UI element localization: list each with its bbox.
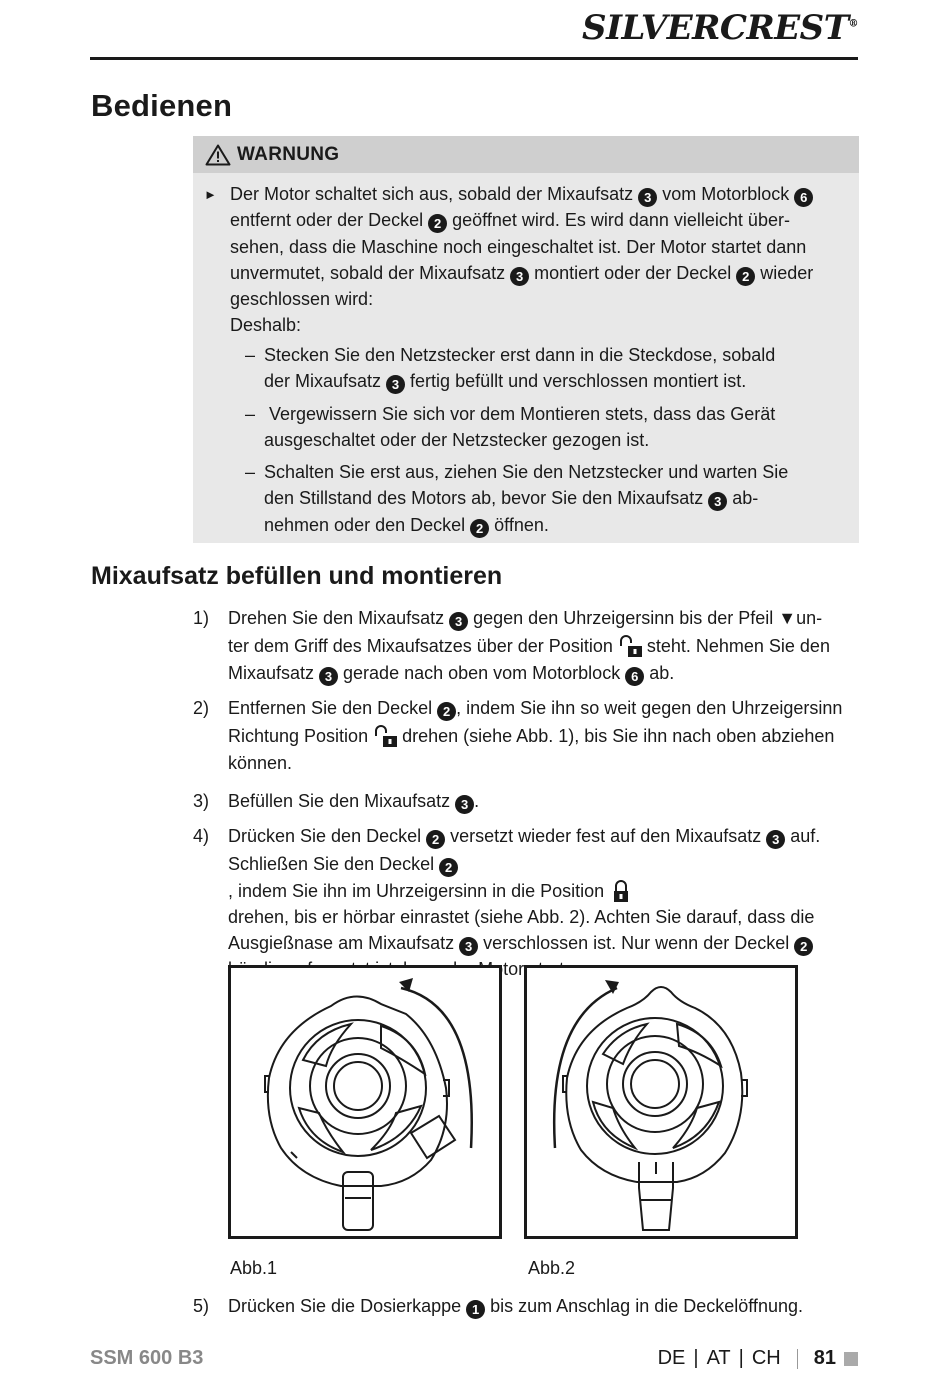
figure-abb1 [228,965,502,1239]
text-run: unvermutet, sobald der Mixaufsatz [230,262,511,283]
text-run: Entfernen Sie den Deckel [228,698,438,718]
part-number-badge: 2 [428,214,447,233]
country-separator: | [738,1347,744,1369]
lock-open-icon [373,724,397,748]
text-line [264,459,805,485]
part-number-badge: 3 [510,267,529,286]
step-text [228,823,859,983]
text-line [230,286,850,312]
text-run: Mixaufsatz [228,662,320,683]
part-number-badge: 3 [459,937,478,956]
text-run: Vergewissern Sie sich vor dem Montieren stets, dass das Gerät [264,403,776,424]
page-number: 81 [813,1347,836,1369]
text-run: ab- [727,488,759,509]
dash-list-item [245,459,805,538]
text-run: drehen (siehe Abb. 1), bis Sie ihn nach oben abziehen [397,726,835,747]
text-line [264,485,805,511]
text-run: gegen den Uhrzeigersinn bis der Pfeil ▼un- [468,608,823,628]
text-run: öffnen. [489,514,549,535]
step-number: 2) [193,698,210,718]
text-run: Schließen Sie den Deckel [228,854,440,875]
text-line [230,312,850,338]
text-line [230,207,850,233]
warning-triangle-icon [205,144,231,166]
text-run: steht. Nehmen Sie den [641,636,830,657]
text-line [264,401,805,427]
text-run: Drehen Sie den Mixaufsatz [228,608,450,628]
warning-box [193,136,859,543]
part-number-badge: 1 [466,1300,485,1319]
text-run: versetzt wieder fest auf den Mixaufsatz [445,826,767,846]
text-run: montiert oder der Deckel [529,262,737,283]
text-run: Deshalb: [230,315,302,336]
part-number-badge: 2 [426,830,445,849]
warning-paragraph [230,181,850,339]
step-number: 1) [193,608,210,628]
step-text [228,1293,859,1319]
step-number: 5) [193,1296,210,1316]
text-run: , indem Sie ihn so weit gegen den Uhrzeigersinn [456,698,843,718]
text-run: verschlossen ist. Nur wenn der Deckel [478,933,795,954]
text-line [228,904,859,930]
blender-lid-open-illustration [231,968,499,1236]
text-run: drehen, bis er hörbar einrastet (siehe Abb. 2). Achten Sie darauf, dass die [228,906,815,927]
blender-lid-closed-illustration [527,968,795,1236]
text-line [264,512,805,538]
text-line [264,342,805,368]
text-run: Befüllen Sie den Mixaufsatz [228,791,456,811]
text-run: Schalten Sie erst aus, ziehen Sie den Netzstecker und warten Sie [264,462,789,483]
part-number-badge: 6 [794,188,813,207]
text-line [264,368,805,394]
part-number-badge: 3 [386,375,405,394]
part-number-badge: 3 [638,188,657,207]
text-run: Der Motor schaltet sich aus, sobald der Mixaufsatz [230,184,639,204]
dash-list-item [245,342,805,395]
text-line [228,605,859,631]
text-run: Drücken Sie den Deckel [228,826,427,846]
footer-model: SSM 600 B3 [90,1347,204,1369]
text-run: den Stillstand des Motors ab, bevor Sie den Mixaufsatz [264,488,709,509]
brand-logo: SILVERCREST® [582,8,858,48]
lock-open-icon [618,634,642,658]
section-title-mixaufsatz: Mixaufsatz befüllen und montieren [91,562,503,590]
figure-caption-abb1: Abb.1 [230,1258,278,1278]
text-run: geöffnet wird. Es wird dann vielleicht über- [447,210,790,231]
part-number-badge: 3 [766,830,785,849]
text-run: , indem Sie ihn im Uhrzeigersinn in die Position [228,880,610,901]
text-run: vom Motorblock [657,184,795,204]
country-at: AT [706,1347,731,1369]
part-number-badge: 3 [455,795,474,814]
dash-list-item [245,401,805,454]
text-line [228,788,859,814]
country-ch: CH [751,1347,781,1369]
dash-marker: – [245,462,256,483]
part-number-badge: 2 [470,519,489,538]
text-run: gerade nach oben vom Motorblock [338,662,626,683]
text-run: ausgeschaltet oder der Netzstecker gezogen ist. [264,429,650,450]
bullet-arrow-icon: ► [204,187,217,202]
text-line [230,260,850,286]
text-line [228,723,859,749]
part-number-badge: 2 [437,702,456,721]
step-text [228,788,859,814]
text-line [228,823,859,849]
dash-marker: – [245,345,256,365]
country-separator: | [693,1347,699,1369]
text-run: . [474,791,480,811]
warning-header [193,136,859,173]
text-run: können. [228,752,293,773]
text-line [264,427,805,453]
text-run: der Mixaufsatz [264,371,387,392]
part-number-badge: 2 [794,937,813,956]
step-text [228,695,859,776]
text-run: sehen, dass die Maschine noch eingeschaltet ist. Der Motor startet dann [230,236,807,257]
part-number-badge: 3 [449,612,468,631]
text-run: entfernt oder der Deckel [230,210,429,231]
text-run: Ausgießnase am Mixaufsatz [228,933,460,954]
footer-divider [797,1349,798,1369]
text-run: geschlossen wird: [230,289,374,310]
figure-abb2 [524,965,798,1239]
part-number-badge: 2 [736,267,755,286]
text-run: ter dem Griff des Mixaufsatzes über der Position [228,636,618,657]
step-number: 3) [193,791,210,811]
step-text [228,605,859,686]
step-number: 4) [193,826,210,846]
text-line [230,234,850,260]
text-line [228,930,859,956]
text-line [228,851,859,904]
text-run: wieder [755,262,814,283]
part-number-badge: 2 [439,858,458,877]
text-run: nehmen oder den Deckel [264,514,471,535]
part-number-badge: 3 [319,667,338,686]
country-de: DE [657,1347,686,1369]
text-run: ab. [644,662,675,683]
text-line [228,750,859,776]
warning-dash-list [245,342,805,538]
text-line [228,633,859,659]
text-run: Drücken Sie die Dosierkappe [228,1296,467,1316]
text-run: fertig befüllt und verschlossen montiert ist. [405,371,747,392]
part-number-badge: 6 [625,667,644,686]
warning-label: WARNUNG [237,143,340,165]
footer-countries [658,1347,858,1370]
text-line [228,695,859,721]
text-run: Richtung Position [228,726,374,747]
text-line [228,660,859,686]
text-line [228,1293,859,1319]
page-square-marker [844,1352,858,1366]
dash-marker: – [245,403,256,424]
part-number-badge: 3 [708,492,727,511]
text-run: bis zum Anschlag in die Deckelöffnung. [485,1296,803,1316]
lock-closed-icon [609,879,633,903]
figure-caption-abb2: Abb.2 [528,1258,576,1278]
header-rule [90,57,858,60]
text-line [230,181,850,207]
text-run: Stecken Sie den Netzstecker erst dann in die Steckdose, sobald [264,345,776,365]
text-run: auf. [785,826,821,846]
section-title-bedienen: Bedienen [91,88,233,123]
